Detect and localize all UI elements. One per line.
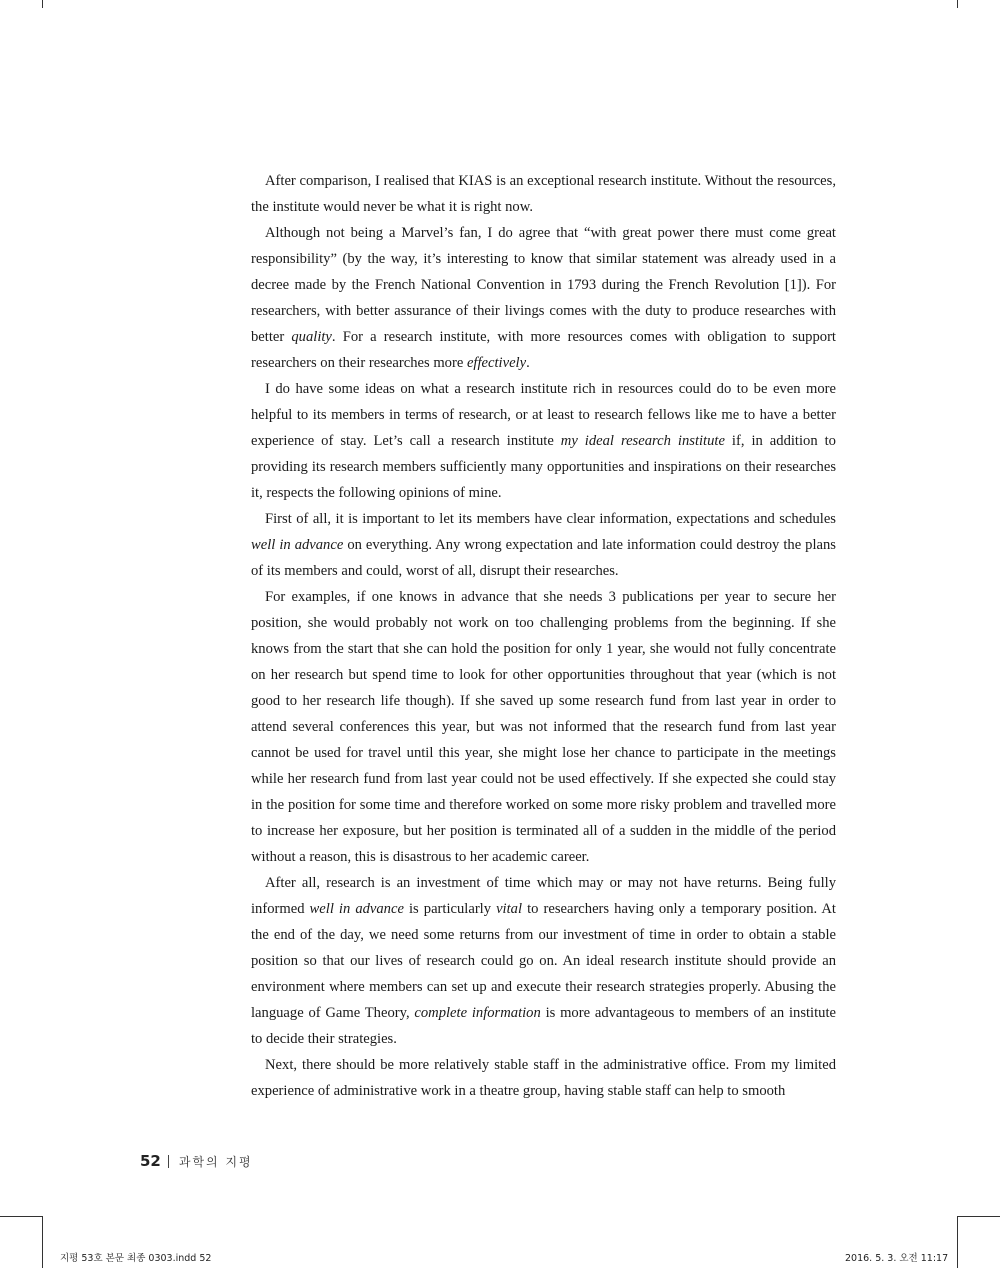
text: First of all, it is important to let its members have clear information, expectations and schedules	[265, 511, 836, 527]
italic-well-in-advance: well in advance	[251, 537, 344, 553]
text: .	[526, 355, 530, 371]
crop-mark-top-right	[957, 0, 958, 8]
crop-mark-bottom-left-h	[0, 1216, 43, 1217]
paragraph-7	[251, 1052, 836, 1104]
text: I do have some ideas on what a research institute rich in resources could do to be even more helpful to its members in terms of research, or at least to research fellows like me to have a better experience of stay. Let’s call a research institute	[251, 381, 836, 449]
crop-mark-bottom-right-v	[957, 1216, 958, 1268]
paragraph-2	[251, 220, 836, 376]
article-body	[251, 168, 836, 1104]
paragraph-6	[251, 870, 836, 1052]
text: if, in addition to providing its research members sufficiently many opportunities and inspirations on their researches it, respects the following opinions of mine.	[251, 433, 836, 501]
slug-file-info: 지평 53호 본문 최종 0303.indd 52	[60, 1253, 212, 1264]
italic-quality: quality	[291, 329, 332, 345]
italic-complete-information: complete information	[414, 1005, 541, 1021]
paragraph-4	[251, 506, 836, 584]
text: . For a research institute, with more resources comes with obligation to support researchers on their researches more	[251, 329, 836, 371]
text: After comparison, I realised that KIAS is an exceptional research institute. Without the resources, the institute would never be what it is right now.	[251, 173, 836, 215]
crop-mark-bottom-left-v	[42, 1216, 43, 1268]
crop-mark-bottom-right-h	[957, 1216, 1000, 1217]
text: to researchers having only a temporary position. At the end of the day, we need some returns from our investment of time in order to obtain a stable position so that our lives of research could go on. An ideal research institute should provide an environment where members can set up and execute their research strategies properly. Abusing the language of Game Theory,	[251, 901, 836, 1021]
page-footer	[140, 1152, 253, 1170]
italic-ideal-institute: my ideal research institute	[560, 433, 725, 449]
text: on everything. Any wrong expectation and late information could destroy the plans of its members and could, worst of all, disrupt their researches.	[251, 537, 836, 579]
italic-effectively: effectively	[466, 355, 527, 371]
paragraph-1	[251, 168, 836, 220]
paragraph-3	[251, 376, 836, 506]
text: For examples, if one knows in advance that she needs 3 publications per year to secure her position, she would probably not work on too challenging problems from the beginning. If she knows from the start that she can hold the position for only 1 year, she would not fully concentrate on her research but spend time to look for other opportunities throughout that year (which is not good to her research life though). If she saved up some research fund from last year in order to attend several conferences this year, but was not informed that the research fund from last year cannot be used for travel until this year, she might lose her chance to participate in the meetings while her research fund from last year could not be used effectively. If she expected she could stay in the position for some time and therefore worked on some more risky problem and travelled more to increase her exposure, but her position is terminated all of a sudden in the middle of the period without a reason, this is disastrous to her academic career.	[251, 589, 836, 865]
crop-mark-top-left	[42, 0, 43, 8]
text: is more advantageous to members of an institute to decide their strategies.	[251, 1005, 836, 1047]
italic-vital: vital	[496, 901, 523, 917]
text: After all, research is an investment of time which may or may not have returns. Being fully informed	[251, 875, 836, 917]
magazine-title: 과학의 지평	[178, 1154, 253, 1169]
italic-well-in-advance: well in advance	[309, 901, 404, 917]
slug-datetime: 2016. 5. 3. 오전 11:17	[845, 1253, 949, 1264]
page-number: 52	[140, 1152, 161, 1170]
footer-divider	[168, 1155, 169, 1168]
text: is particularly	[403, 901, 497, 917]
text: Next, there should be more relatively stable staff in the administrative office. From my limited experience of administrative work in a theatre group, having stable staff can help to smooth	[251, 1057, 836, 1099]
paragraph-5	[251, 584, 836, 870]
text: Although not being a Marvel’s fan, I do agree that “with great power there must come great responsibility” (by the way, it’s interesting to know that similar statement was already used in a decree made by the French National Convention in 1793 during the French Revolution [1]). For researchers, with better assurance of their livings comes with the duty to produce researches with better	[251, 225, 836, 345]
